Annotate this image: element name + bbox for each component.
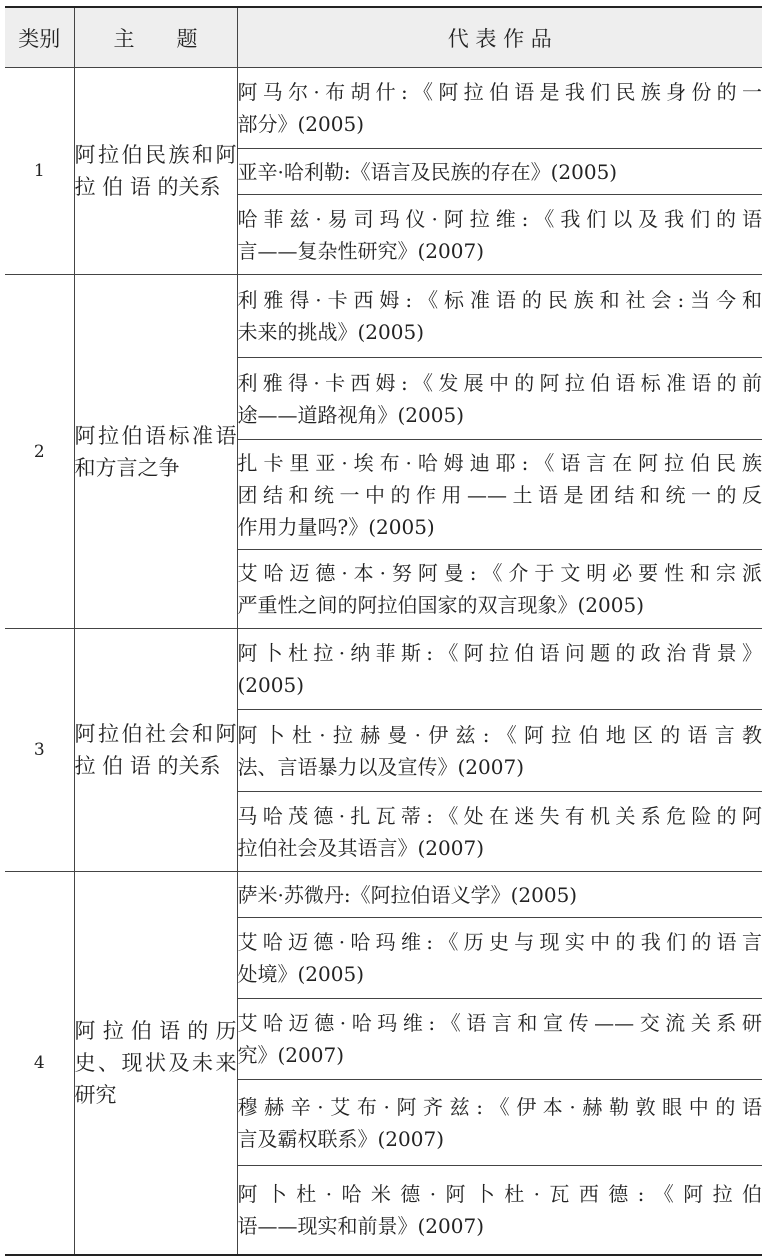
work-cell	[237, 195, 762, 275]
work-cell	[237, 999, 762, 1080]
work-line: 作用力量吗?》(2005)	[237, 514, 435, 539]
category-cell: 3	[5, 629, 74, 872]
work-line: 未来的挑战》(2005)	[237, 320, 425, 344]
table-body	[5, 68, 762, 1255]
work-cell	[237, 550, 762, 629]
work-line: 拉伯社会及其语言》(2007)	[237, 835, 485, 860]
work-line: 言及霸权联系》(2007)	[237, 1126, 445, 1151]
work-line: 艾哈迈德·本·努阿曼:《介于文明必要性和宗派	[237, 561, 762, 585]
work-line: 阿卜杜拉·纳菲斯:《阿拉伯语问题的政治背景》	[237, 641, 762, 665]
work-line: 阿马尔·布胡什:《阿拉伯语是我们民族身份的一	[237, 80, 762, 104]
work-cell	[237, 872, 762, 918]
table-row	[5, 872, 762, 918]
work-line: 语——现实和前景》(2007)	[237, 1213, 485, 1238]
header-row	[5, 7, 762, 68]
table-row	[5, 68, 762, 149]
work-cell	[237, 918, 762, 999]
header-topic: 主 题	[74, 7, 237, 68]
work-cell	[237, 792, 762, 872]
work-cell	[237, 1080, 762, 1166]
table-row	[5, 275, 762, 358]
work-line: (2005)	[237, 673, 305, 697]
work-line: 严重性之间的阿拉伯国家的双言现象》(2005)	[237, 593, 645, 617]
work-cell	[237, 1166, 762, 1255]
work-line: 萨米·苏微丹:《阿拉伯语义学》(2005)	[237, 882, 578, 907]
work-cell	[237, 68, 762, 149]
work-cell	[237, 440, 762, 550]
topic-cell: 阿拉伯语标准语和方言之争	[74, 275, 237, 629]
work-line: 利雅得·卡西姆:《标准语的民族和社会:当今和	[237, 288, 762, 312]
work-line: 部分》(2005)	[237, 112, 365, 136]
work-line: 究》(2007)	[237, 1043, 345, 1067]
works-table	[5, 6, 762, 1256]
topic-cell: 阿拉伯社会和阿 拉 伯 语 的关系	[74, 629, 237, 872]
category-cell: 1	[5, 68, 74, 275]
work-line: 途——道路视角》(2005)	[237, 402, 465, 427]
work-line: 处境》(2005)	[237, 962, 365, 986]
work-line: 法、言语暴力以及宣传》(2007)	[237, 754, 525, 779]
work-line: 言——复杂性研究》(2007)	[237, 238, 485, 263]
category-cell: 4	[5, 872, 74, 1255]
work-cell	[237, 149, 762, 195]
work-line: 马哈茂德·扎瓦蒂:《处在迷失有机关系危险的阿	[237, 803, 762, 828]
work-line: 穆赫辛·艾布·阿齐兹:《伊本·赫勒敦眼中的语	[237, 1094, 762, 1119]
work-line: 亚辛·哈利勒:《语言及民族的存在》(2005)	[237, 159, 618, 184]
table-row	[5, 629, 762, 710]
work-line: 团结和统一中的作用——土语是团结和统一的反	[237, 482, 762, 507]
work-line: 利雅得·卡西姆:《发展中的阿拉伯语标准语的前	[237, 370, 762, 395]
work-line: 艾哈迈德·哈玛维:《语言和宣传——交流关系研	[237, 1011, 762, 1035]
header-category: 类别	[5, 7, 74, 68]
header-works: 代 表 作 品	[237, 7, 762, 68]
work-cell	[237, 358, 762, 440]
category-cell: 2	[5, 275, 74, 629]
work-line: 阿卜杜·哈米德·阿卜杜·瓦西德:《阿拉伯	[237, 1181, 762, 1206]
work-cell	[237, 710, 762, 792]
work-cell	[237, 275, 762, 358]
work-line: 阿卜杜·拉赫曼·伊兹:《阿拉伯地区的语言教	[237, 722, 762, 747]
work-cell	[237, 629, 762, 710]
topic-cell: 阿拉伯民族和阿 拉 伯 语 的关系	[74, 68, 237, 275]
topic-cell: 阿拉伯语的历史、现状及未来研究	[74, 872, 237, 1255]
work-line: 艾哈迈德·哈玛维:《历史与现实中的我们的语言	[237, 930, 762, 954]
work-line: 哈菲兹·易司玛仪·阿拉维:《我们以及我们的语	[237, 206, 762, 231]
work-line: 扎卡里亚·埃布·哈姆迪耶:《语言在阿拉伯民族	[237, 450, 762, 475]
